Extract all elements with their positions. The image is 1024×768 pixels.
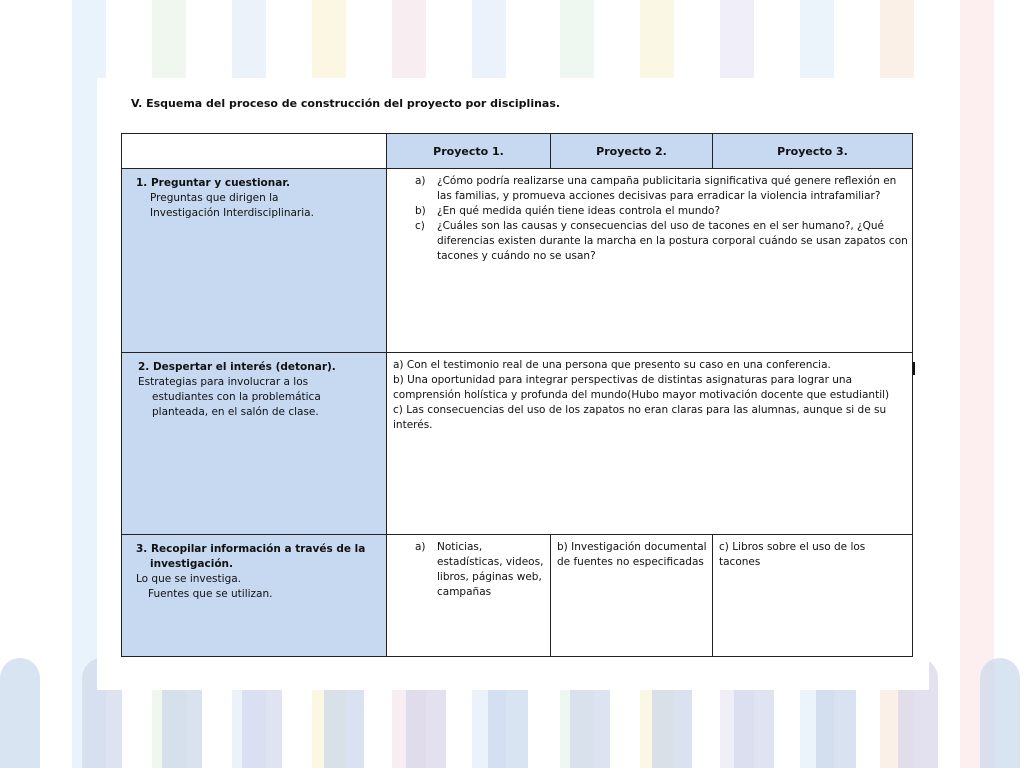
list-marker: c) [415, 220, 425, 232]
text-cursor [913, 362, 915, 375]
row1-title: 1. Preguntar y cuestionar. [136, 177, 290, 189]
list-marker: a) [415, 175, 426, 187]
row1-label-cell [122, 169, 387, 353]
row2-label-cell [122, 353, 387, 535]
header-proyecto-2: Proyecto 2. [551, 134, 713, 169]
process-table [121, 133, 913, 657]
section-heading: V. Esquema del proceso de construcción del proyecto por disciplinas. [131, 97, 561, 110]
row3-proyecto3-text: c) Libros sobre el uso de los tacones [719, 541, 866, 568]
row1-content-cell [387, 169, 913, 353]
list-marker: b) [415, 205, 426, 217]
row2-paragraph-b: b) Una oportunidad para integrar perspectivas de distintas asignaturas para lograr una comprensión holística y profunda del mundo(Hubo mayor motivación docente que estudiantil) [393, 374, 890, 401]
row3-proyecto1-cell [387, 535, 551, 657]
row-despertar [122, 353, 913, 535]
row2-sub2: estudiantes con la problemática [152, 391, 321, 403]
list-marker: a) [415, 541, 426, 553]
row3-title2: investigación. [150, 558, 234, 570]
row3-proyecto1-text: Noticias, estadísticas, videos, libros, páginas web, campañas [437, 541, 544, 598]
row3-title1: 3. Recopilar información a través de la [136, 543, 366, 555]
list-item [415, 174, 908, 204]
row-preguntar [122, 169, 913, 353]
row2-paragraph-c: c) Las consecuencias del uso de los zapatos no eran claras para las alumnas, aunque si de su interés. [393, 404, 887, 431]
question-c: ¿Cuáles son las causas y consecuencias del uso de tacones en el ser humano?, ¿Qué diferencias existen durante la marcha en la postura corporal cuándo se usan zapatos con tacones y cuándo no se usan? [437, 220, 908, 262]
row-recopilar [122, 535, 913, 657]
row2-paragraph-a: a) Con el testimonio real de una persona que presento su caso en una conferencia. [393, 359, 831, 371]
row2-sub3: planteada, en el salón de clase. [152, 406, 319, 418]
list-item [415, 540, 546, 600]
row3-list [393, 540, 546, 600]
header-row [122, 134, 913, 169]
header-blank-cell [122, 134, 387, 169]
row2-sub1: Estrategias para involucrar a los [138, 376, 309, 388]
list-item [415, 204, 908, 219]
row1-sub2: Investigación Interdisciplinaria. [150, 207, 314, 219]
header-proyecto-1: Proyecto 1. [387, 134, 551, 169]
question-b: ¿En qué medida quién tiene ideas controla el mundo? [437, 205, 721, 217]
row1-sub1: Preguntas que dirigen la [150, 192, 279, 204]
row3-sub1: Lo que se investiga. [136, 573, 241, 585]
row1-question-list [393, 174, 908, 264]
row3-proyecto2-text: b) Investigación documental de fuentes no especificadas [557, 541, 707, 568]
row3-label-cell [122, 535, 387, 657]
question-a: ¿Cómo podría realizarse una campaña publicitaria significativa qué genere reflexión en las familias, y promueva acciones decisivas para erradicar la violencia intrafamiliar? [437, 175, 897, 202]
row2-title: 2. Despertar el interés (detonar). [138, 361, 336, 373]
list-item [415, 219, 908, 264]
row3-proyecto2-cell [551, 535, 713, 657]
row3-sub2: Fuentes que se utilizan. [148, 588, 273, 600]
row3-proyecto3-cell [713, 535, 913, 657]
header-proyecto-3: Proyecto 3. [713, 134, 913, 169]
row2-content-cell [387, 353, 913, 535]
